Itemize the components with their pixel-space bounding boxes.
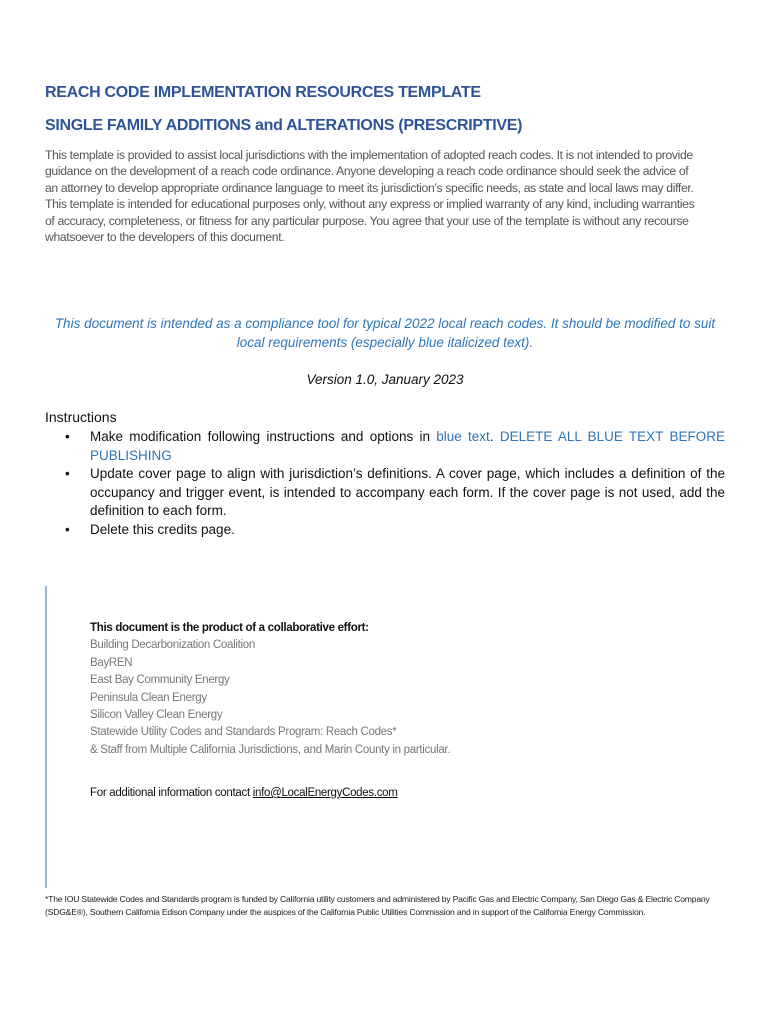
credits-item: Silicon Valley Clean Energy (90, 709, 223, 722)
instruction-text: Delete this credits page. (90, 521, 235, 537)
contact-line (90, 787, 398, 799)
footnote: *The IOU Statewide Codes and Standards program is funded by California utility customers and administered by Pacific Gas and Electric Company, San Diego Gas & Electric Company (SDG&E®), Southern California Edison Company under the auspices of the California Public Utilities Commission and in support of the California Energy Commission. (45, 894, 710, 917)
instruction-text: Make modification following instructions and options in (90, 429, 437, 444)
bullet-icon: • (65, 466, 70, 481)
document-title: REACH CODE IMPLEMENTATION RESOURCES TEMPLATE (45, 84, 481, 101)
credits-item: Peninsula Clean Energy (90, 691, 207, 704)
instruction-text: Update cover page to align with jurisdiction’s definitions. A cover page, which includes a definition of the occupancy and trigger event, is intended to accompany each form. If the cover page is not used, add the definition to each form. (90, 466, 725, 518)
bullet-icon: • (65, 429, 70, 444)
credits-block (90, 620, 450, 759)
delete-blue-text-note: DELETE ALL BLUE TEXT BEFORE PUBLISHING (90, 429, 725, 463)
credits-heading: This document is the product of a collaborative effort: (90, 622, 369, 634)
blue-text-sample: blue text (436, 429, 490, 444)
instruction-item (45, 465, 725, 521)
instruction-item (45, 521, 725, 540)
credits-divider (45, 586, 47, 888)
version-label: Version 1.0, January 2023 (306, 372, 464, 387)
credits-item: & Staff from Multiple California Jurisdictions, and Marin County in particular. (90, 743, 451, 756)
contact-email-link[interactable]: info@LocalEnergyCodes.com (252, 787, 398, 799)
compliance-note: This document is intended as a compliance tool for typical 2022 local reach codes. It should be modified to suit local requirements (especially blue italicized text). (54, 316, 716, 350)
contact-prefix: For additional information contact (90, 787, 253, 799)
instruction-item (45, 428, 725, 465)
instructions-list (45, 428, 725, 539)
instructions-heading: Instructions (45, 409, 117, 425)
credits-item: East Bay Community Energy (90, 674, 230, 687)
instruction-punct: . (489, 429, 500, 444)
disclaimer-paragraph: This template is provided to assist local jurisdictions with the implementation of adopted reach codes. It is not intended to provide guidance on the development of a reach code ordinance. Anyone developing a reach code ordinance should seek the advice of an attorney to develop appropriate ordinance language to meet its jurisdiction’s specific needs, as state and local laws may differ. This template is intended for educational purposes only, without any express or implied warranty of any kind, including warranties of accuracy, completeness, or fitness for any particular purpose. You agree that your use of the template is without any recourse whatsoever to the developers of this document. (45, 148, 695, 245)
credits-item: Building Decarbonization Coalition (90, 639, 255, 652)
credits-item: Statewide Utility Codes and Standards Program: Reach Codes* (90, 726, 397, 739)
credits-item: BayREN (90, 656, 133, 669)
document-subtitle: SINGLE FAMILY ADDITIONS and ALTERATIONS (PRESCRIPTIVE) (45, 117, 523, 134)
bullet-icon: • (65, 521, 70, 537)
